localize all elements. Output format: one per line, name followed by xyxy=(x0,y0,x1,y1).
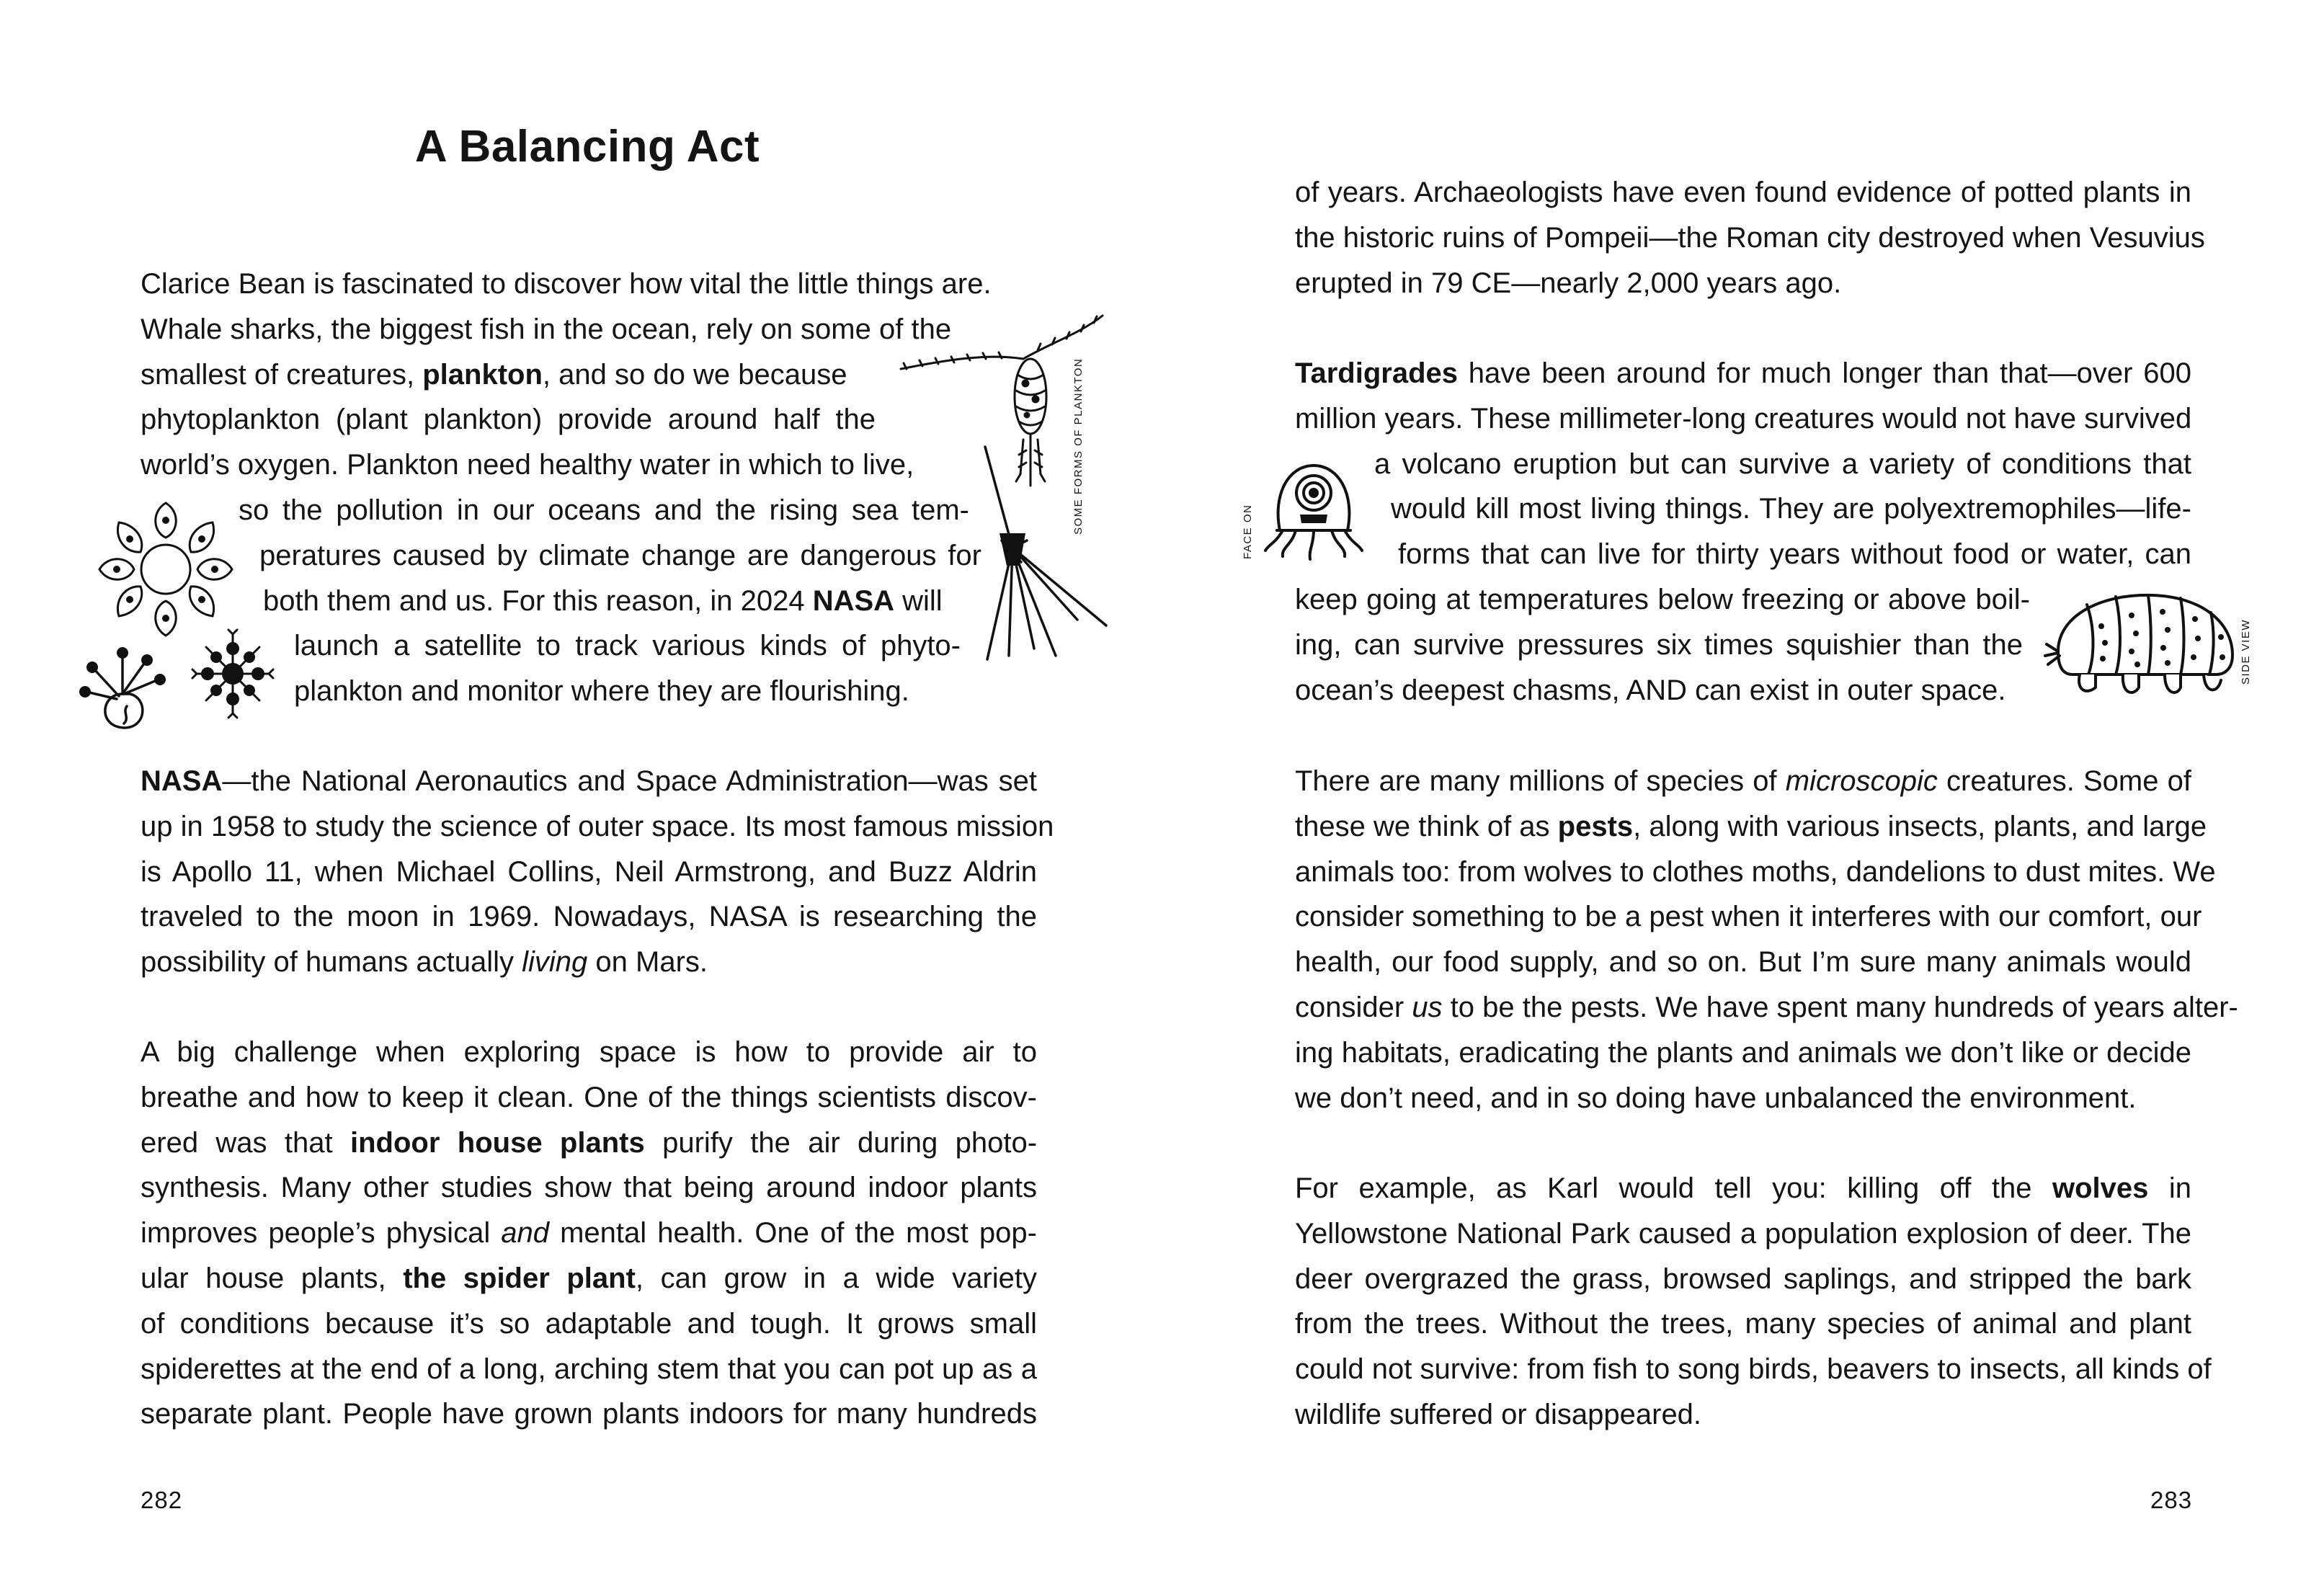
text-line: A big challenge when exploring space is how to provide air to xyxy=(141,1036,1037,1068)
text-line: ered was that indoor house plants purify the air during photo- xyxy=(141,1126,1038,1159)
star-plankton-illustration xyxy=(186,627,280,721)
text-line: both them and us. For this reason, in 2024 NASA will xyxy=(263,584,943,617)
term-indoor-plants: indoor house plants xyxy=(350,1126,645,1159)
text-line: up in 1958 to study the science of outer space. Its most famous mission xyxy=(141,810,1054,842)
text-line: could not survive: from fish to song birds, beavers to insects, all kinds of xyxy=(1295,1353,2212,1386)
text-line: animals too: from wolves to clothes moths, dandelions to dust mites. We xyxy=(1295,855,2216,888)
text-line: million years. These millimeter-long creatures would not have survived xyxy=(1295,402,2192,435)
text-line: erupted in 79 CE—nearly 2,000 years ago. xyxy=(1295,267,1842,299)
flagellate-illustration xyxy=(79,640,173,734)
text-line: Tardigrades have been around for much longer than that—over 600 xyxy=(1295,357,2191,389)
text-line: so the pollution in our oceans and the rising sea tem- xyxy=(239,494,969,526)
text-line: traveled to the moon in 1969. Nowadays, NASA is researching the xyxy=(141,901,1037,933)
text-line: separate plant. People have grown plants indoors for many hundreds xyxy=(141,1398,1037,1430)
text-line: spiderettes at the end of a long, arching stem that you can pot up as a xyxy=(141,1353,1037,1385)
text-line: world’s oxygen. Plankton need healthy water in which to live, xyxy=(141,449,914,481)
text-line: possibility of humans actually living on Mars. xyxy=(141,946,708,979)
text-line: would kill most living things. They are polyextremophiles—life- xyxy=(1391,493,2191,525)
text-line: ocean’s deepest chasms, AND can exist in outer space. xyxy=(1295,674,2006,706)
nasa-paragraph xyxy=(141,759,1054,985)
term-spider-plant: the spider plant xyxy=(403,1262,636,1294)
tardigrade-side-view-illustration xyxy=(2044,587,2245,709)
text-line: improves people’s physical and mental health. One of the most pop- xyxy=(141,1217,1037,1250)
page-title: A Balancing Act xyxy=(414,122,760,172)
tardigrade-face-on-illustration xyxy=(1260,458,1368,566)
text-line: deer overgrazed the grass, browsed saplings, and stripped the bark xyxy=(1295,1262,2191,1295)
text-line: we don’t need, and in so doing have unbalanced the environment. xyxy=(1295,1082,2137,1114)
text-line: forms that can live for thirty years without food or water, can xyxy=(1398,538,2191,571)
pompeii-paragraph xyxy=(1295,170,2205,306)
term-wolves: wolves xyxy=(2052,1172,2149,1204)
text-line: For example, as Karl would tell you: killing off the wolves in xyxy=(1295,1172,2191,1204)
term-tardigrades: Tardigrades xyxy=(1295,357,1458,389)
text-line: of years. Archaeologists have even found evidence of potted plants in xyxy=(1295,177,2191,208)
radiolarian-ring-illustration xyxy=(94,497,238,641)
text-line: plankton and monitor where they are flourishing. xyxy=(294,675,909,708)
text-line: keep going at temperatures below freezing or above boil- xyxy=(1295,583,2030,615)
text-line: launch a satellite to track various kinds of phyto- xyxy=(294,630,961,662)
text-line: Yellowstone National Park caused a population explosion of deer. The xyxy=(1295,1217,2191,1250)
side-view-caption: SIDE VIEW xyxy=(2240,618,2252,685)
page-number: 283 xyxy=(2150,1487,2193,1513)
text-line: the historic ruins of Pompeii—the Roman city destroyed when Vesuvius xyxy=(1295,221,2205,254)
text-line: wildlife suffered or disappeared. xyxy=(1295,1398,1702,1430)
text-line: smallest of creatures, plankton, and so do we because xyxy=(141,358,847,391)
text-line: There are many millions of species of microscopic creatures. Some of xyxy=(1295,765,2191,797)
diatom-spikes-illustration xyxy=(969,440,1113,670)
wolves-paragraph xyxy=(1295,1166,2212,1438)
text-line: is Apollo 11, when Michael Collins, Neil Armstrong, and Buzz Aldrin xyxy=(141,855,1037,888)
text-line: from the trees. Without the trees, many species of animal and plant xyxy=(1295,1308,2191,1340)
text-line: health, our food supply, and so on. But I’m sure many animals would xyxy=(1295,946,2191,979)
text-line: ing, can survive pressures six times squishier than the xyxy=(1295,628,2023,661)
text-line: Whale sharks, the biggest fish in the ocean, rely on some of the xyxy=(141,313,952,345)
pests-paragraph xyxy=(1295,759,2238,1121)
text-line: consider us to be the pests. We have spent many hundreds of years alter- xyxy=(1295,991,2238,1023)
text-line: ular house plants, the spider plant, can grow in a wide variety xyxy=(141,1262,1037,1294)
houseplants-paragraph xyxy=(141,1030,1037,1437)
text-line: Clarice Bean is fascinated to discover how vital the little things are. xyxy=(141,268,992,300)
text-line: these we think of as pests, along with various insects, plants, and large xyxy=(1295,810,2207,842)
term-nasa: NASA xyxy=(812,584,895,617)
plankton-caption: SOME FORMS OF PLANKTON xyxy=(1072,357,1085,535)
text-line: peratures caused by climate change are dangerous for xyxy=(259,539,981,571)
text-line: phytoplankton (plant plankton) provide around half the xyxy=(141,404,876,436)
text-line: consider something to be a pest when it interferes with our comfort, our xyxy=(1295,901,2202,933)
term-nasa: NASA xyxy=(141,765,223,797)
face-on-caption: FACE ON xyxy=(1242,504,1254,559)
text-line: NASA—the National Aeronautics and Space Administration—was set xyxy=(141,765,1037,797)
term-pests: pests xyxy=(1557,810,1634,842)
text-line: breathe and how to keep it clean. One of the things scientists discov- xyxy=(141,1081,1037,1113)
text-line: of conditions because it’s so adaptable and tough. It grows small xyxy=(141,1307,1037,1340)
text-line: a volcano eruption but can survive a variety of conditions that xyxy=(1374,447,2191,480)
text-line: ing habitats, eradicating the plants and animals we don’t like or decide xyxy=(1295,1036,2191,1069)
text-line: synthesis. Many other studies show that being around indoor plants xyxy=(141,1172,1037,1204)
term-plankton: plankton xyxy=(422,358,543,391)
page-number: 282 xyxy=(141,1487,183,1513)
